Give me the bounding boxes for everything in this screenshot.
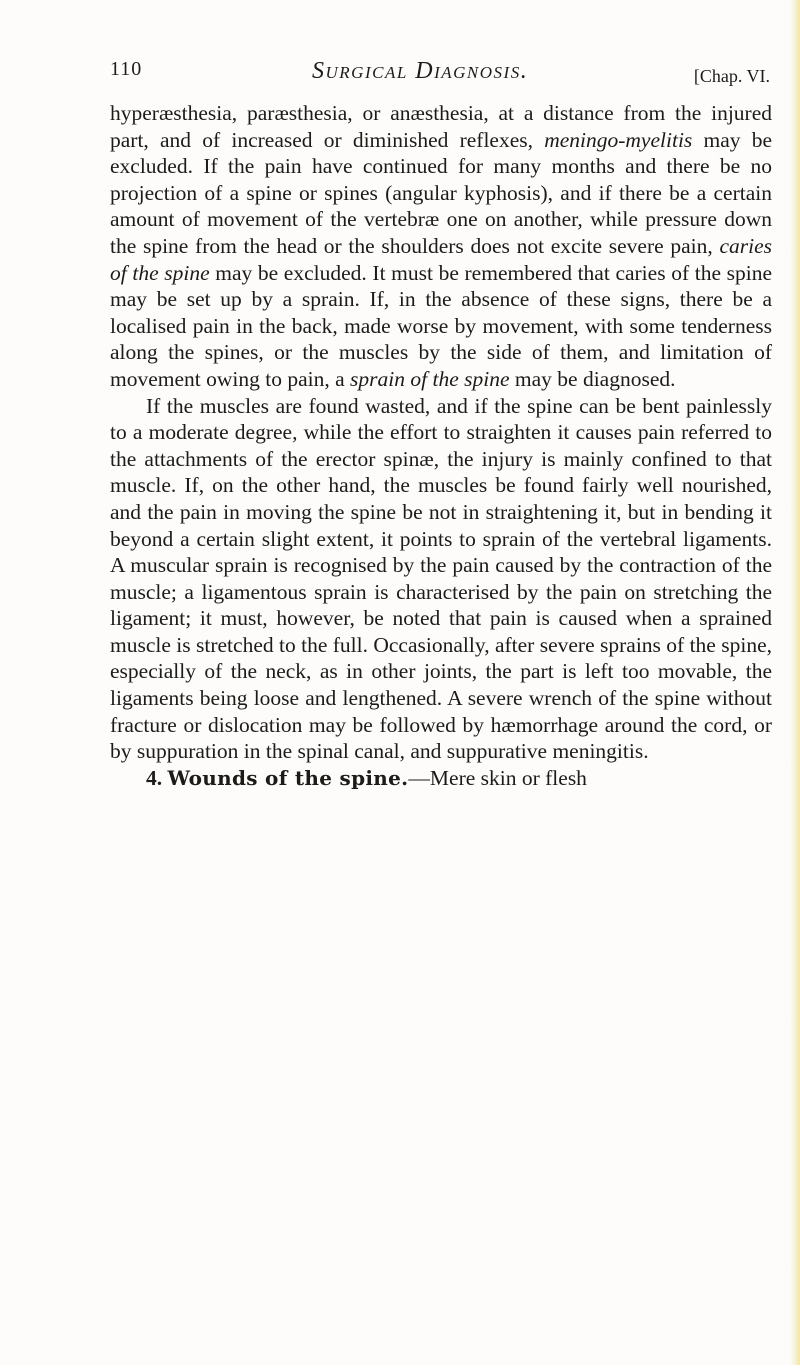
text-segment: If the muscles are found wasted, and if the spine can be bent painlessly to a moderate degree, while the effort to straighten it causes pain referred to the attachments of the erector spinæ, the injury is mainly confined to that muscle. If, on the other hand, the muscles be found fairly well nourished, and the pain in moving the spine be not in straightening it, but in bending it beyond a certain slight extent, it points to sprain of the vertebral ligaments. A muscular sprain is recognised by the pain caused by the contraction of the muscle; a ligamentous sprain is characterised by the pain on stretching the ligament; it must, however, be noted that pain is caused when a sprained muscle is stretched to the full. Occasionally, after severe sprains of the spine, especially of the neck, as in other joints, the part is left too movable, the ligaments being loose and lengthened. A severe wrench of the spine without fracture or dislocation may be followed by hæmorrhage around the cord, or by suppuration in the spinal canal, and suppurative meningitis. [110,393,772,764]
page-edge [790,0,800,1365]
running-header [110,58,770,94]
paragraph-2 [110,393,772,765]
italic-term-sprain-of-spine: sprain of the spine [350,366,510,391]
section-heading: Wounds of the spine. [167,765,409,790]
section-wounds-of-spine [110,765,772,792]
italic-term-caries-of-spine: caries of the spine [110,233,772,285]
section-text: —Mere skin or flesh [408,765,587,790]
page-number: 110 [110,58,143,80]
chapter-reference: [Chap. VI. [693,66,770,86]
paragraph-1 [110,100,772,393]
text-segment: may be diagnosed. [509,366,676,391]
text-segment: may be excluded. It must be remembered that caries of the spine may be set up by a sprain. If, in the absence of these signs, there be a localised pain in the back, made worse by movement, with some tenderness along the spines, or the muscles by the side of them, and limitation of movement owing to pain, a [110,260,773,391]
text-segment: hyperæsthesia, paræsthesia, or anæsthesia, at a distance from the injured part, and of increased or diminished reflexes, [110,101,772,152]
running-title: Surgical Diagnosis. [312,58,529,84]
italic-term-meningo-myelitis: meningo-myelitis [544,127,693,152]
section-number: 4. [146,765,163,790]
text-segment: may be excluded. If the pain have continued for many months and there be no projection of a spine or spines (angular kyphosis), and if there be a certain amount of movement of the vertebræ one on another, while pressure down the spine from the head or the shoulders does not excite severe pain, [110,127,772,258]
body-text [110,100,772,791]
